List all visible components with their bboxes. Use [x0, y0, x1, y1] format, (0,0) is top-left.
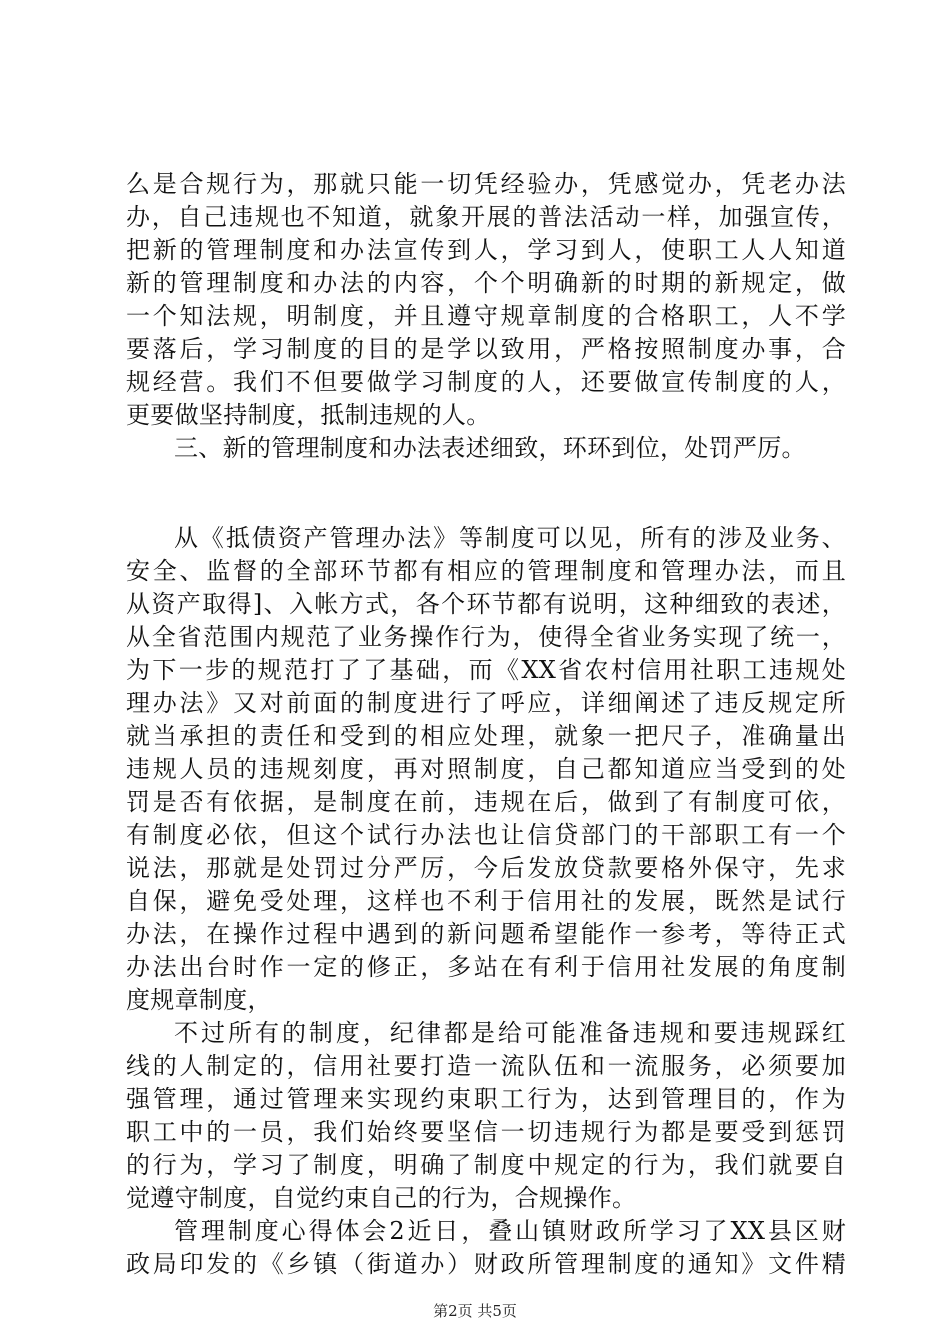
- text-line: 把新的管理制度和办法宣传到人，学习到人，使职工人人知道: [126, 236, 846, 264]
- text-line: 线的人制定的，信用社要打造一流队伍和一流服务，必须要加: [126, 1052, 846, 1080]
- text-line: 安全、监督的全部环节都有相应的管理制度和管理办法，而且: [126, 557, 846, 585]
- text-line: 三、新的管理制度和办法表述细致，环环到位，处罚严厉。: [174, 434, 806, 462]
- document-body: [126, 168, 846, 1281]
- text-line: 罚是否有依据，是制度在前，违规在后，做到了有制度可依，: [126, 788, 846, 816]
- text-line: 度规章制度，: [126, 986, 272, 1014]
- paragraph: [126, 522, 846, 1017]
- paragraph: [126, 1017, 846, 1215]
- text-line: 么是合规行为，那就只能一切凭经验办，凭感觉办，凭老办法: [126, 170, 846, 198]
- text-line: 政局印发的《乡镇（街道办）财政所管理制度的通知》文件精: [126, 1250, 846, 1278]
- text-line: 职工中的一员，我们始终要坚信一切违规行为都是要受到惩罚: [126, 1118, 846, 1146]
- text-line: 办法出台时作一定的修正，多站在有利于信用社发展的角度制: [126, 953, 846, 981]
- text-line: 为下一步的规范打了了基础，而《XX省农村信用社职工违规处: [126, 656, 846, 684]
- text-line: 不过所有的制度，纪律都是给可能准备违规和要违规踩红: [174, 1019, 846, 1047]
- text-line: 从《抵债资产管理办法》等制度可以见，所有的涉及业务、: [174, 524, 846, 552]
- text-line: 从全省范围内规范了业务操作行为，使得全省业务实现了统一，: [126, 623, 846, 651]
- text-line: 就当承担的责任和受到的相应处理，就象一把尺子，准确量出: [126, 722, 846, 750]
- text-line: 觉遵守制度，自觉约束自己的行为，合规操作。: [126, 1184, 637, 1212]
- paragraph: [126, 432, 846, 465]
- text-line: 强管理，通过管理来实现约束职工行为，达到管理目的，作为: [126, 1085, 846, 1113]
- text-line: 的行为，学习了制度，明确了制度中规定的行为，我们就要自: [126, 1151, 846, 1179]
- text-line: 说法，那就是处罚过分严厉，今后发放贷款要格外保守，先求: [126, 854, 846, 882]
- paragraph: [126, 1215, 846, 1281]
- text-line: 理办法》又对前面的制度进行了呼应，详细阐述了违反规定所: [126, 689, 846, 717]
- text-line: 违规人员的违规刻度，再对照制度，自己都知道应当受到的处: [126, 755, 846, 783]
- text-line: 要落后，学习制度的目的是学以致用，严格按照制度办事，合: [126, 335, 846, 363]
- text-line: 更要做坚持制度，抵制违规的人。: [126, 401, 491, 429]
- page-footer: 第2页 共5页: [433, 1302, 517, 1320]
- text-line: 规经营。我们不但要做学习制度的人，还要做宣传制度的人，: [126, 368, 846, 396]
- text-line: 新的管理制度和办法的内容，个个明确新的时期的新规定，做: [126, 269, 846, 297]
- text-line: 办法，在操作过程中遇到的新问题希望能作一参考，等待正式: [126, 920, 846, 948]
- text-line: 从资产取得]、入帐方式，各个环节都有说明，这种细致的表述，: [126, 590, 846, 618]
- text-line: 有制度必依，但这个试行办法也让信贷部门的干部职工有一个: [126, 821, 846, 849]
- paragraph: [126, 168, 846, 432]
- text-line: 管理制度心得体会2近日，叠山镇财政所学习了XX县区财: [174, 1217, 846, 1245]
- text-line: 自保，避免受处理，这样也不利于信用社的发展，既然是试行: [126, 887, 846, 915]
- text-line: 办，自己违规也不知道，就象开展的普法活动一样，加强宣传，: [126, 203, 846, 231]
- paragraph-gap: [126, 465, 846, 522]
- text-line: 一个知法规，明制度，并且遵守规章制度的合格职工，人不学: [126, 302, 846, 330]
